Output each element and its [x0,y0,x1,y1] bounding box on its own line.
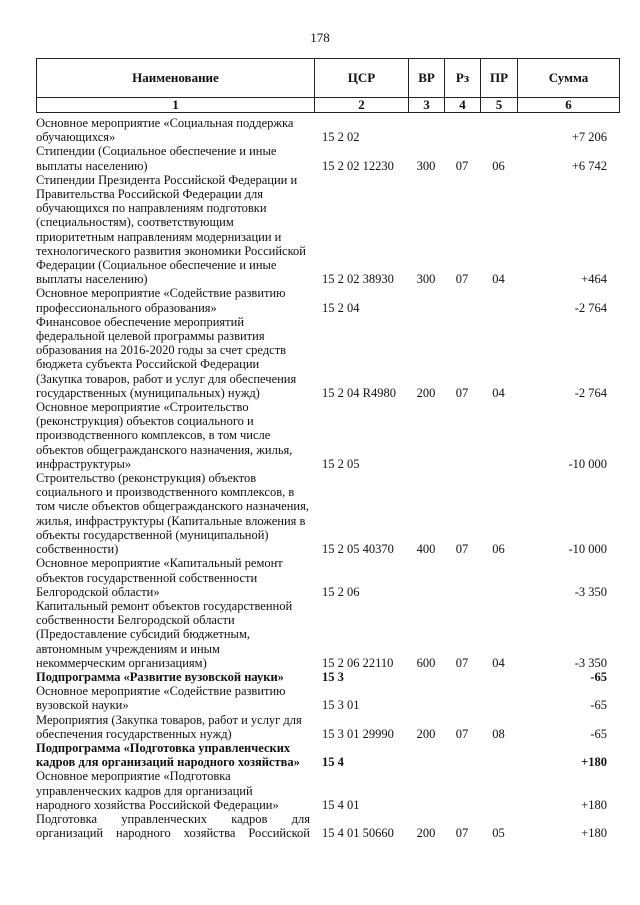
row-rz: 07 [455,726,469,741]
row-name-line: профессионального образования» [36,300,217,315]
row-name-line: обучающихся» [36,130,116,145]
row-csr: 15 2 02 [322,130,360,145]
row-name [36,684,314,712]
column-header-name: Наименование [37,59,315,98]
table-row [36,144,619,172]
row-name-line: организаций народного хозяйства Российской [36,826,310,841]
table-row [36,556,619,599]
row-sum: +180 [581,797,607,812]
row-name-line: обучающихся по направлениям подготовки [36,201,267,216]
column-header-sum: Сумма [518,59,620,98]
row-sum: -3 350 [574,584,607,599]
table-row [36,116,619,144]
row-name-line: государственных (муниципальных) нужд) [36,385,260,400]
table-row [36,599,619,670]
table-row [36,173,619,287]
row-name [36,144,314,172]
row-name-line: Подпрограмма «Развитие вузовской науки» [36,669,284,684]
row-name [36,471,314,556]
row-sum: -10 000 [568,542,607,557]
column-header-rz: Рз [445,59,481,98]
row-name [36,286,314,314]
row-sum: -2 764 [574,300,607,315]
row-name-line: Подпрограмма «Подготовка управленческих [36,740,291,755]
row-csr: 15 4 01 50660 [322,826,394,841]
table-row [36,741,619,769]
table-row [36,769,619,812]
row-name-line: выплаты населению) [36,158,148,173]
table-row [36,400,619,471]
row-csr: 15 4 [322,755,344,770]
row-name-line: технологического развития экономики Российской [36,243,306,258]
column-header-vr: ВР [409,59,445,98]
row-name-line: Правительства Российской Федерации для [36,187,264,202]
row-name-line: Мероприятия (Закупка товаров, работ и услуг для [36,712,302,727]
column-header-pr: ПР [481,59,518,98]
row-name [36,599,314,670]
row-sum: -65 [590,669,607,684]
row-vr: 300 [416,158,436,173]
row-name-line: Основное мероприятие «Капитальный ремонт [36,556,283,571]
row-name [36,769,314,812]
row-sum: +180 [581,826,607,841]
row-name-line: федеральной целевой программы развития [36,329,265,344]
column-number-sum: 6 [518,98,620,113]
row-vr: 300 [416,272,436,287]
row-name-line: том числе объектов общегражданского назначения, [36,499,309,514]
row-rz: 07 [455,272,469,287]
row-name-line: собственности) [36,542,119,557]
row-rz: 07 [455,655,469,670]
row-sum: +7 206 [571,130,607,145]
row-sum: -10 000 [568,456,607,471]
row-csr: 15 2 02 38930 [322,272,394,287]
row-sum: -3 350 [574,655,607,670]
table-row [36,315,619,400]
row-pr: 08 [492,726,505,741]
row-name-line: Строительство (реконструкция) объектов [36,471,257,486]
row-name-line: жилья, инфраструктуры (Капитальные вложения в [36,513,306,528]
column-number-vr: 3 [409,98,445,113]
row-name [36,556,314,599]
column-number-pr: 5 [481,98,518,113]
row-pr: 05 [492,826,505,841]
row-name [36,116,314,144]
row-name-line: Основное мероприятие «Содействие развитию [36,684,286,699]
row-name [36,713,314,741]
table-row [36,812,619,840]
row-name-line: автономным учреждениям и иным [36,641,220,656]
row-name-line: (специальностям), соответствующим [36,215,234,230]
page-number: 178 [310,30,330,45]
row-name-line: инфраструктуры» [36,456,132,471]
row-sum: +180 [581,755,607,770]
row-name-line: Основное мероприятие «Строительство [36,400,249,415]
row-name-line: Основное мероприятие «Содействие развитию [36,286,286,301]
row-name-line: некоммерческим организациям) [36,655,207,670]
row-name-line: кадров для организаций народного хозяйства» [36,755,300,770]
row-csr: 15 2 05 [322,456,360,471]
row-sum: +6 742 [571,158,607,173]
row-name-line: Основное мероприятие «Социальная поддержка [36,116,294,130]
row-name-line: Подготовка управленческих кадров для [36,811,310,826]
row-pr: 06 [492,542,505,557]
row-vr: 200 [416,826,436,841]
row-name-line: объектов государственной собственности [36,570,258,585]
row-name-line: управленческих кадров для организаций [36,783,253,798]
row-vr: 400 [416,542,436,557]
row-name-line: вузовской науки» [36,698,129,713]
row-name-line: бюджета субъекта Российской Федерации [36,357,260,372]
row-sum: -65 [590,726,607,741]
row-name [36,670,314,684]
row-rz: 07 [455,542,469,557]
column-number-rz: 4 [445,98,481,113]
row-pr: 04 [492,655,505,670]
table-header [36,58,620,113]
row-name-line: (Предоставление субсидий бюджетным, [36,627,250,642]
table-body [36,116,619,840]
row-name-line: народного хозяйства Российской Федерации» [36,797,279,812]
row-name-line: обеспечения государственных нужд) [36,726,232,741]
row-csr: 15 3 [322,669,344,684]
row-name [36,741,314,769]
row-name-line: образования на 2016-2020 годы за счет средств [36,343,287,358]
table-row [36,684,619,712]
row-name [36,812,314,840]
row-sum: +464 [581,272,607,287]
row-csr: 15 2 05 40370 [322,542,394,557]
row-pr: 04 [492,272,505,287]
row-name-line: выплаты населению) [36,272,148,287]
row-sum: -65 [590,698,607,713]
row-csr: 15 4 01 [322,797,360,812]
row-name-line: Федерации (Социальное обеспечение и иные [36,258,277,273]
column-header-csr: ЦСР [315,59,409,98]
row-name-line: (Закупка товаров, работ и услуг для обеспечения [36,371,297,386]
row-name [36,400,314,471]
row-name-line: производственного комплексов, в том числе [36,428,271,443]
row-rz: 07 [455,385,469,400]
row-name-line: Финансовое обеспечение мероприятий [36,314,245,329]
row-name-line: (реконструкция) объектов социального и [36,414,254,429]
row-sum: -2 764 [574,385,607,400]
table-row [36,713,619,741]
row-pr: 04 [492,385,505,400]
row-name-line: Стипендии Президента Российской Федерации и [36,172,298,187]
column-number-name: 1 [37,98,315,113]
row-csr: 15 2 04 R4980 [322,385,396,400]
row-name [36,315,314,400]
row-name-line: собственности Белгородской области [36,613,235,628]
row-name-line: Основное мероприятие «Подготовка [36,769,231,784]
row-name-line: объекты государственной (муниципальной) [36,527,269,542]
row-name [36,173,314,287]
row-rz: 07 [455,158,469,173]
row-rz: 07 [455,826,469,841]
row-csr: 15 3 01 29990 [322,726,394,741]
table-row [36,670,619,684]
column-number-csr: 2 [315,98,409,113]
row-name-line: социального и производственного комплексов, в [36,485,295,500]
row-vr: 200 [416,726,436,741]
row-csr: 15 2 06 22110 [322,655,394,670]
row-csr: 15 3 01 [322,698,360,713]
row-name-line: объектов общегражданского назначения, жилья, [36,442,293,457]
row-vr: 200 [416,385,436,400]
table-row [36,286,619,314]
row-pr: 06 [492,158,505,173]
row-csr: 15 2 04 [322,300,360,315]
row-name-line: Белгородской области» [36,584,160,599]
row-csr: 15 2 06 [322,584,360,599]
row-csr: 15 2 02 12230 [322,158,394,173]
row-name-line: Капитальный ремонт объектов государственной [36,598,293,613]
row-name-line: Стипендии (Социальное обеспечение и иные [36,144,277,159]
row-name-line: приоритетным направлениям модернизации и [36,229,282,244]
table-row [36,471,619,556]
row-vr: 600 [416,655,436,670]
